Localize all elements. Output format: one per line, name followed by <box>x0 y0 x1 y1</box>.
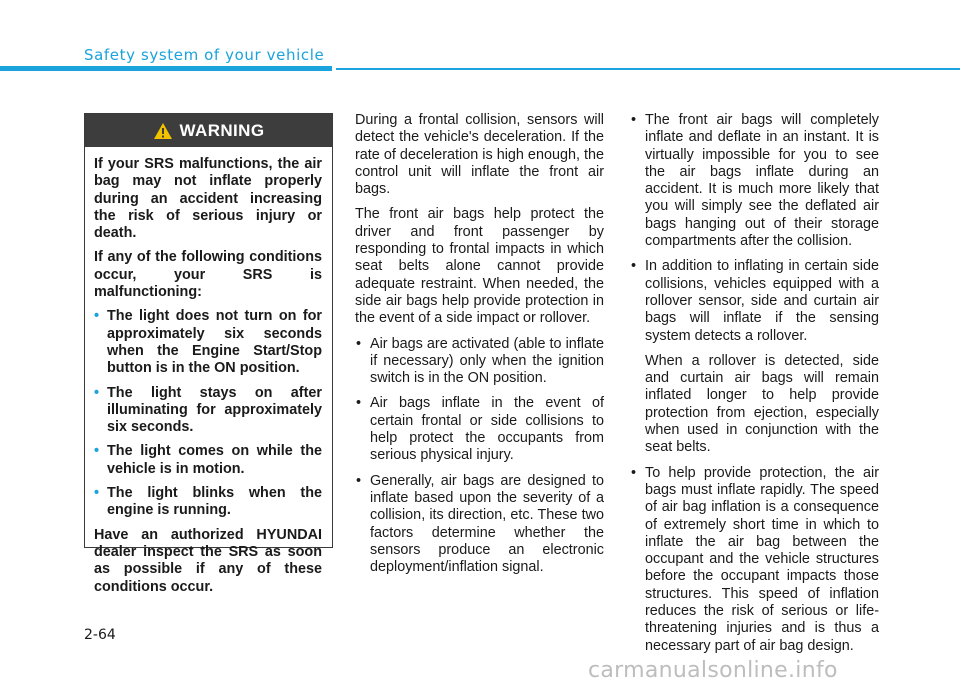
warning-intro: If your SRS malfunctions, the air bag may not inflate properly during an accident increasing the risk of serious injury or death. <box>94 156 322 242</box>
bullet-icon: • <box>356 472 362 489</box>
warning-conditions-intro: If any of the following conditions occur, your SRS is malfunctioning: <box>94 249 322 301</box>
bullet-icon: • <box>94 308 100 325</box>
bullet-icon: • <box>94 443 100 460</box>
airbag-facts-list <box>355 336 604 577</box>
header-rule-thin <box>336 68 960 70</box>
header-rule-thick <box>0 66 332 71</box>
warning-condition-item: • The light stays on after illuminating for approximately six seconds. <box>94 384 322 436</box>
list-item: • In addition to inflating in certain side collisions, vehicles equipped with a rollover sensor, side and curtain air bags will inflate if the sensing system detects a rollover. When a rollover is detected, side and curtain air bags will remain inflated longer to help provide protection from ejection, especially when used in conjunction with the seat belts. <box>631 258 879 456</box>
bullet-icon: • <box>631 258 637 275</box>
bullet-icon: • <box>356 335 362 352</box>
warning-box <box>84 113 333 595</box>
rollover-followup: When a rollover is detected, side and curtain air bags will remain inflated longer to help provide protection from ejection, especially when used in conjunction with the seat belts. <box>645 352 879 456</box>
paragraph-front-airbags: The front air bags help protect the driver and front passenger by responding to frontal impacts in which seat belts alone cannot provide adequate restraint. When needed, the side air bags help provide protection in the event of a side impact or rollover. <box>355 206 604 327</box>
section-title: Safety system of your vehicle <box>84 46 325 64</box>
warning-closing: Have an authorized HYUNDAI dealer inspect the SRS as soon as possible if any of these conditions occur. <box>94 526 322 595</box>
warning-title: WARNING <box>179 120 265 140</box>
paragraph-frontal-collision: During a frontal collision, sensors will detect the vehicle's deceleration. If the rate of deceleration is high enough, the control unit will inflate the front air bags. <box>355 112 604 198</box>
warning-conditions-list <box>94 308 322 519</box>
watermark: carmanualsonline.info <box>588 658 838 683</box>
bullet-icon: • <box>356 395 362 412</box>
list-item: • To help provide protection, the air bags must inflate rapidly. The speed of air bag inflation is a consequence of extremely short time in which to inflate the air bag between the occupant and the vehicle structures before the occupant impacts those structures. This speed of inflation reduces the risk of serious or life-threatening injuries and is thus a necessary part of air bag design. <box>631 464 879 654</box>
list-item: • The front air bags will completely inflate and deflate in an instant. It is virtually impossible for you to see the air bags inflate during an accident. It is much more likely that you will simply see the deflated air bags hanging out of their storage compartments after the collision. <box>631 112 879 250</box>
warning-body <box>85 147 332 596</box>
bullet-icon: • <box>631 464 637 481</box>
warning-condition-item: • The light does not turn on for approximately six seconds when the Engine Start/Stop button is in the ON position. <box>94 308 322 377</box>
airbag-behavior-list <box>630 112 879 655</box>
bullet-icon: • <box>94 485 100 502</box>
page-number: 2-64 <box>84 627 116 643</box>
list-item: • Generally, air bags are designed to inflate based upon the severity of a collision, its direction, etc. These two factors determine whether the sensors produce an electronic deployment/inflation signal. <box>356 472 604 576</box>
list-item: • Air bags inflate in the event of certain frontal or side collisions to help protect the occupants from serious physical injury. <box>356 395 604 464</box>
bullet-icon: • <box>94 384 100 401</box>
bullet-icon: • <box>631 112 637 128</box>
body-column-middle <box>355 112 604 584</box>
warning-triangle-icon <box>153 122 173 140</box>
warning-header <box>85 114 332 147</box>
warning-condition-item: • The light comes on while the vehicle is in motion. <box>94 443 322 477</box>
list-item: • Air bags are activated (able to inflate if necessary) only when the ignition switch is in the ON position. <box>356 335 604 387</box>
warning-condition-item: • The light blinks when the engine is running. <box>94 485 322 519</box>
body-column-right <box>630 112 879 663</box>
